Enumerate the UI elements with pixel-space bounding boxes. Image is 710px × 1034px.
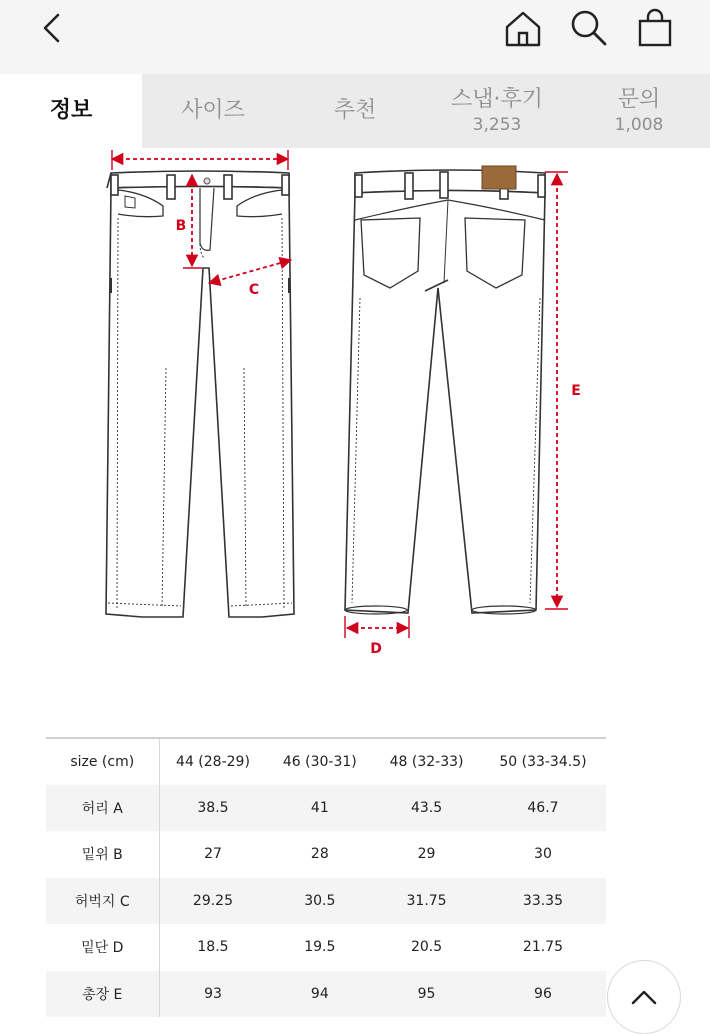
home-button[interactable] <box>500 5 546 51</box>
table-header-cell: 44 (28-29) <box>159 738 266 785</box>
table-header-row <box>46 738 606 785</box>
size-diagram <box>0 148 710 688</box>
table-cell: 18.5 <box>197 939 229 956</box>
table-cell: 19.5 <box>304 939 336 956</box>
table-cell: 30 <box>534 846 552 863</box>
tab-inquiry[interactable] <box>568 74 710 148</box>
table-cell: 29.25 <box>159 878 266 925</box>
table-row-label: 총장 E <box>46 971 159 1018</box>
table-cell: 96 <box>480 971 606 1018</box>
table-cell: 95 <box>373 971 480 1018</box>
table-cell: 93 <box>159 971 266 1018</box>
top-bar <box>0 0 710 74</box>
table-cell: 41 <box>266 785 373 832</box>
table-cell: 38.5 <box>159 785 266 832</box>
table-cell: 30.5 <box>266 878 373 925</box>
table-header-cell: 48 (32-33) <box>373 738 480 785</box>
search-icon <box>568 8 608 48</box>
tab-size[interactable] <box>142 74 284 148</box>
label-b: B <box>175 218 187 234</box>
table-cell: 46.7 <box>480 785 606 832</box>
tab-label: 스냅·후기 <box>450 87 543 112</box>
scroll-top-button[interactable] <box>607 960 681 1034</box>
tab-count: 1,008 <box>614 115 664 135</box>
home-icon <box>503 8 543 48</box>
tab-bar <box>0 74 710 148</box>
tab-label: 문의 <box>617 87 661 112</box>
tab-snap-review[interactable] <box>426 74 568 148</box>
pants-back-view <box>345 166 545 614</box>
table-cell: 31.75 <box>373 878 480 925</box>
tab-info[interactable] <box>0 74 142 148</box>
pants-front-view <box>106 171 294 617</box>
table-row <box>46 878 606 925</box>
back-button[interactable] <box>28 5 74 51</box>
table-cell: 33.35 <box>480 878 606 925</box>
tab-label: 추천 <box>333 98 377 123</box>
label-c: C <box>248 282 260 298</box>
table-row <box>46 785 606 832</box>
table-row <box>46 924 606 971</box>
table-cell: 20.5 <box>410 939 443 956</box>
table-header-cell: size (cm) <box>46 738 159 785</box>
pants-diagram <box>0 148 710 688</box>
tab-label: 사이즈 <box>181 98 245 123</box>
table-cell: 21.75 <box>522 939 563 956</box>
table-row-label: 밑위 B <box>46 831 159 878</box>
table-cell: 43.5 <box>373 785 480 832</box>
label-e: E <box>571 383 581 399</box>
table-row <box>46 971 606 1018</box>
table-cell: 28 <box>310 846 329 863</box>
chevron-left-icon <box>38 12 64 44</box>
size-table <box>46 737 606 1017</box>
table-header-cell: 50 (33-34.5) <box>480 738 606 785</box>
table-header-cell: 46 (30-31) <box>266 738 373 785</box>
search-button[interactable] <box>565 5 611 51</box>
table-row-label: 허리 A <box>46 785 159 832</box>
table-cell: 94 <box>266 971 373 1018</box>
table-row-label: 밑단 D <box>46 924 159 971</box>
table-row-label: 허벅지 C <box>46 878 159 925</box>
shopping-bag-icon <box>635 8 675 48</box>
tab-recommend[interactable] <box>284 74 426 148</box>
label-d: D <box>370 641 382 657</box>
cart-button[interactable] <box>632 5 678 51</box>
tab-count: 3,253 <box>472 115 522 135</box>
table-row <box>46 831 606 878</box>
table-cell: 29 <box>417 846 436 863</box>
chevron-up-icon <box>630 988 658 1006</box>
tab-label: 정보 <box>49 98 93 123</box>
table-cell: 27 <box>204 846 222 863</box>
